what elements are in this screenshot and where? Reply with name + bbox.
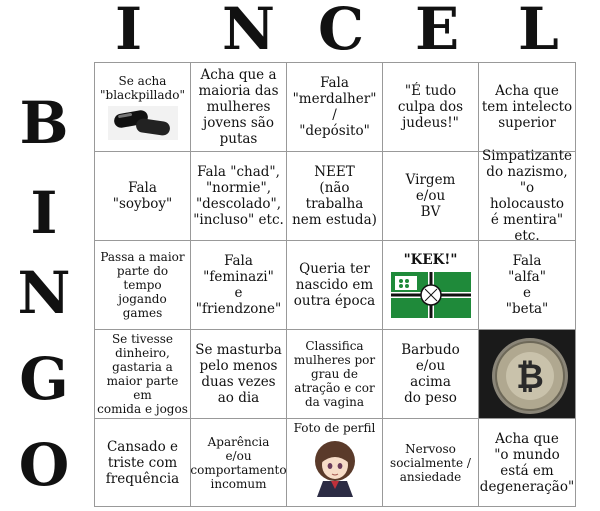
cell-text: Aparência e/ou comportamento incomum [190,434,287,491]
side-letter: G [19,345,69,413]
title-letter: I [115,0,143,63]
side-letter: B [19,89,69,157]
cell-text: Fala "merdalher" / "depósito" [292,75,377,139]
cell-text: Queria ter nascido em outra época [293,261,376,309]
bingo-cell[interactable] [383,419,479,506]
bingo-cell[interactable] [95,152,191,241]
cell-text: Se acha "blackpillado" [100,74,185,102]
cell-text: Passa a maior parte do tempo jogando games [100,250,185,320]
cell-text: Virgem e/ou BV [405,172,456,220]
cell-text: Fala "chad", "normie", "descolado", "incluso" etc. [193,164,284,228]
side-letter: N [17,259,71,327]
cell-text: Acha que "o mundo está em degeneração" [479,430,575,495]
bingo-grid [94,62,576,507]
cell-text: Simpatizante do nazismo, "o holocausto é mentira" etc. [481,148,573,244]
cell-text: Acha que tem intelecto superior [481,83,573,131]
title-letter: L [518,0,559,63]
cell-text: Acha que a maioria das mulheres jovens são putas [198,67,279,147]
bingo-cell[interactable] [383,241,479,330]
bingo-cell[interactable] [479,241,575,330]
bingo-cell[interactable] [95,241,191,330]
cell-text: Nervoso socialmente / ansiedade [390,441,471,484]
bingo-cell[interactable] [383,330,479,419]
cell-text: Cansado e triste com frequência [105,438,180,487]
bingo-cell[interactable] [191,330,287,419]
cell-text: Fala "feminazi" e "friendzone" [195,253,282,317]
bingo-cell[interactable] [191,241,287,330]
cell-text: Fala "soyboy" [112,180,173,212]
cell-text: Fala "alfa" e "beta" [505,253,549,317]
cell-text: Se masturba pelo menos duas vezes ao dia [195,342,282,406]
bingo-cell[interactable] [479,148,575,244]
bingo-cell[interactable] [383,63,479,152]
title-banner [0,0,600,62]
anime-avatar-icon [305,435,365,497]
black-pills-icon [108,106,178,140]
bingo-cell[interactable] [479,63,575,152]
bingo-cell[interactable] [191,152,287,241]
bingo-cell[interactable] [95,330,191,419]
bingo-cell[interactable] [287,152,383,241]
title-letter: E [415,0,460,63]
bitcoin-coin-icon [480,330,575,418]
bingo-cell[interactable] [479,330,575,419]
bingo-cell[interactable] [287,63,383,152]
side-letter: O [18,431,70,499]
cell-text: Barbudo e/ou acima do peso [401,342,460,406]
bingo-cell[interactable] [191,63,287,152]
bingo-cell[interactable] [95,419,191,506]
bingo-cell[interactable] [95,63,191,152]
cell-text: Se tivesse dinheiro, gastaria a maior parte em comida e jogos [97,332,188,416]
bingo-side-label [0,64,88,511]
cell-text: NEET (não trabalha nem estuda) [292,164,377,228]
cell-text: Foto de perfil [293,421,376,435]
cell-text: "É tudo culpa dos judeus!" [397,83,464,131]
bingo-cell[interactable] [287,419,383,506]
cell-text: "KEK!" [403,252,458,268]
title-letter: N [222,0,276,63]
bingo-cell[interactable] [383,152,479,241]
title-letter: C [318,0,365,63]
bingo-cell[interactable] [287,241,383,330]
bingo-cell[interactable] [479,419,575,506]
kek-flag-icon [391,272,471,318]
side-letter: I [30,179,58,247]
bingo-cell[interactable] [287,330,383,419]
svg-text:₿: ₿ [515,357,544,397]
bingo-cell[interactable] [191,419,287,506]
cell-text: Classifica mulheres por grau de atração e cor da vagina [293,339,376,409]
